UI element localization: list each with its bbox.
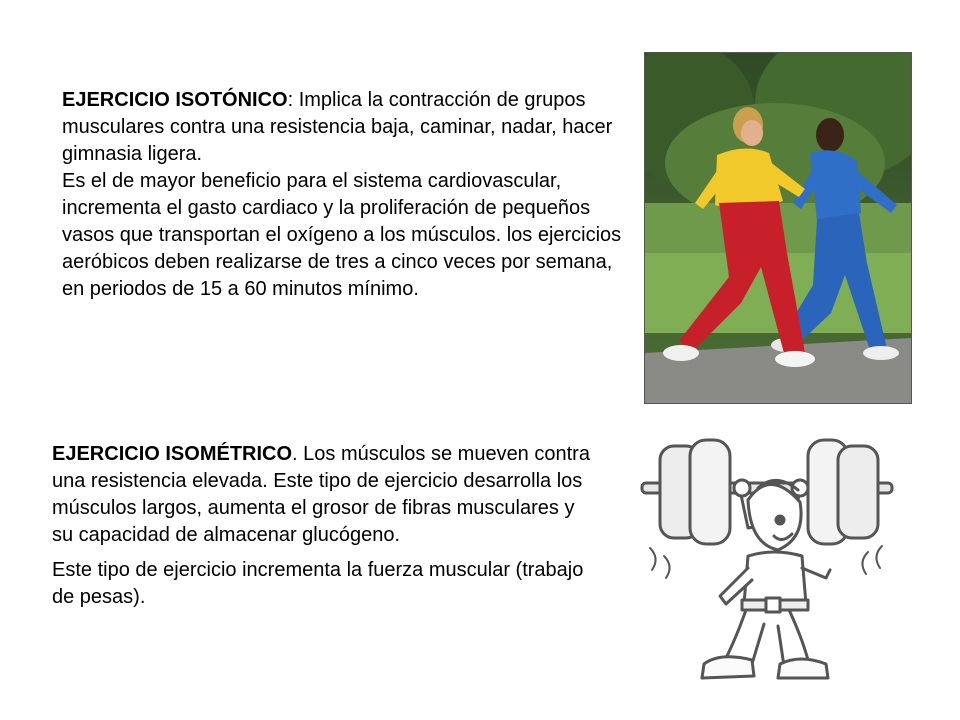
isometric-intro: . Los músculos se mueven contra una resistencia elevada. Este tipo de ejercicio desarrolla los músculos largos, aumenta el grosor de fibras musculares y su capacidad de almacenar glucógeno. <box>52 443 590 546</box>
weightlifter-cartoon <box>630 428 900 700</box>
isometric-paragraph-2: Este tipo de ejercicio incrementa la fuerza muscular (trabajo de pesas). <box>52 559 584 608</box>
isotonic-paragraph-2: Es el de mayor beneficio para el sistema cardiovascular, incrementa el gasto cardiaco y la proliferación de pequeños vasos que transportan el oxígeno a los músculos. los ejercicios aeróbicos deben realizarse de tres a cinco veces por semana, en periodos de 15 a 60 minutos mínimo. <box>62 170 622 300</box>
isometric-text-block <box>52 441 597 611</box>
isometric-heading: EJERCICIO ISOMÉTRICO <box>52 443 293 465</box>
isotonic-heading: EJERCICIO ISOTÓNICO <box>62 89 288 111</box>
isotonic-paragraph-1 <box>62 87 622 168</box>
walking-women-photo <box>644 52 912 404</box>
isotonic-text-block <box>62 87 622 303</box>
isotonic-intro: : Implica la contracción de grupos musculares contra una resistencia baja, caminar, nadar, hacer gimnasia ligera. <box>62 89 613 165</box>
isometric-paragraph-1 <box>52 441 597 549</box>
walking-women-illustration <box>645 53 911 403</box>
weightlifter-illustration <box>630 428 900 700</box>
